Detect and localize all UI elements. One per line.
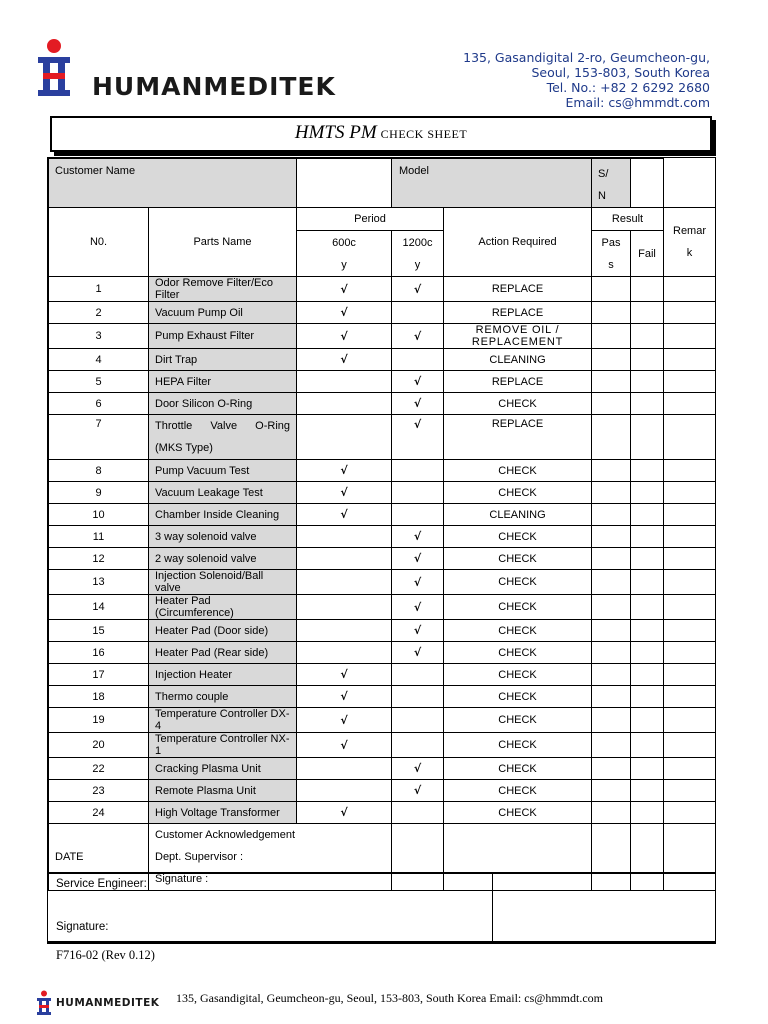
row-part-name: 3 way solenoid valve <box>149 526 297 548</box>
row-result-fail[interactable] <box>631 733 664 758</box>
table-row <box>49 595 716 620</box>
col-header-action: Action Required <box>444 208 592 277</box>
email-line: Email: cs@hmmdt.com <box>565 95 710 110</box>
table-row <box>49 548 716 570</box>
row-remark[interactable] <box>664 570 716 595</box>
row-remark[interactable] <box>664 664 716 686</box>
phone-line: Tel. No.: +82 2 6292 2680 <box>546 80 710 95</box>
row-result-pass[interactable] <box>592 277 631 302</box>
row-result-fail[interactable] <box>631 664 664 686</box>
col-header-remark-line: k <box>686 247 693 259</box>
col-header-pass <box>592 231 631 277</box>
table-row <box>49 526 716 548</box>
row-period-1200cy[interactable]: √ <box>392 393 444 415</box>
row-number: 9 <box>49 482 149 504</box>
row-result-pass[interactable] <box>592 733 631 758</box>
row-part-name: Chamber Inside Cleaning <box>149 504 297 526</box>
row-period-600cy[interactable]: √ <box>297 802 392 824</box>
row-action-required: CHECK <box>444 758 592 780</box>
row-result-pass[interactable] <box>592 504 631 526</box>
row-part-name: 2 way solenoid valve <box>149 548 297 570</box>
customer-name-label: Customer Name <box>49 159 297 208</box>
row-period-1200cy[interactable] <box>392 349 444 371</box>
row-result-fail[interactable] <box>631 393 664 415</box>
row-part-name: Remote Plasma Unit <box>149 780 297 802</box>
row-part-name: Injection Solenoid/Ball valve <box>149 570 297 595</box>
table-row <box>49 733 716 758</box>
col-header-pass-line: s <box>608 258 614 271</box>
row-remark[interactable] <box>664 548 716 570</box>
row-period-1200cy[interactable]: √ <box>392 324 444 349</box>
row-action-required: CHECK <box>444 526 592 548</box>
row-period-1200cy[interactable]: √ <box>392 570 444 595</box>
row-result-pass[interactable] <box>592 686 631 708</box>
row-period-1200cy[interactable] <box>392 708 444 733</box>
row-result-pass[interactable] <box>592 349 631 371</box>
col-header-remark <box>664 208 716 277</box>
row-period-600cy[interactable]: √ <box>297 664 392 686</box>
row-result-fail[interactable] <box>631 504 664 526</box>
row-period-1200cy[interactable]: √ <box>392 595 444 620</box>
row-period-1200cy[interactable]: √ <box>392 548 444 570</box>
row-result-pass[interactable] <box>592 595 631 620</box>
row-result-fail[interactable] <box>631 526 664 548</box>
row-action-required: CHECK <box>444 686 592 708</box>
title-box <box>50 116 712 152</box>
row-remark[interactable] <box>664 504 716 526</box>
row-action-required: CHECK <box>444 620 592 642</box>
table-row <box>49 302 716 324</box>
sn-label-line: S/ <box>598 168 609 180</box>
row-period-600cy[interactable]: √ <box>297 733 392 758</box>
row-result-fail[interactable] <box>631 415 664 460</box>
address-line: 135, Gasandigital 2-ro, Geumcheon-gu, <box>463 50 710 65</box>
row-result-fail[interactable] <box>631 482 664 504</box>
row-part-name: Odor Remove Filter/Eco Filter <box>149 277 297 302</box>
row-period-600cy[interactable] <box>297 758 392 780</box>
service-engineer-box <box>47 872 716 944</box>
row-period-600cy[interactable]: √ <box>297 708 392 733</box>
row-period-600cy[interactable] <box>297 642 392 664</box>
row-period-600cy[interactable]: √ <box>297 504 392 526</box>
col-header-fail: Fail <box>631 231 664 277</box>
model-label: Model <box>392 159 592 208</box>
row-remark[interactable] <box>664 686 716 708</box>
row-action-required: CHECK <box>444 802 592 824</box>
row-result-pass[interactable] <box>592 620 631 642</box>
table-row <box>49 642 716 664</box>
row-remark[interactable] <box>664 526 716 548</box>
row-result-fail[interactable] <box>631 802 664 824</box>
row-remark[interactable] <box>664 324 716 349</box>
row-part-name: Door Silicon O-Ring <box>149 393 297 415</box>
row-period-600cy[interactable] <box>297 526 392 548</box>
row-period-1200cy[interactable] <box>392 482 444 504</box>
row-number: 18 <box>49 686 149 708</box>
row-result-pass[interactable] <box>592 393 631 415</box>
table-row <box>49 371 716 393</box>
row-result-fail[interactable] <box>631 758 664 780</box>
row-period-1200cy[interactable]: √ <box>392 415 444 460</box>
row-period-600cy[interactable]: √ <box>297 686 392 708</box>
row-result-pass[interactable] <box>592 302 631 324</box>
row-result-fail[interactable] <box>631 548 664 570</box>
row-period-600cy[interactable] <box>297 780 392 802</box>
footer-logo-mark-icon <box>36 990 56 1016</box>
row-number: 11 <box>49 526 149 548</box>
row-result-fail[interactable] <box>631 324 664 349</box>
row-result-fail[interactable] <box>631 349 664 371</box>
row-result-pass[interactable] <box>592 570 631 595</box>
row-action-required: CHECK <box>444 393 592 415</box>
footer-company-name: HUMANMEDITEK <box>56 997 160 1009</box>
row-remark[interactable] <box>664 460 716 482</box>
row-number: 4 <box>49 349 149 371</box>
table-row <box>49 393 716 415</box>
table-row <box>49 708 716 733</box>
row-result-fail[interactable] <box>631 302 664 324</box>
row-action-required: CHECK <box>444 482 592 504</box>
row-result-fail[interactable] <box>631 620 664 642</box>
col-header-1200cy-line: y <box>414 258 421 271</box>
row-result-pass[interactable] <box>592 802 631 824</box>
row-part-name: Heater Pad (Door side) <box>149 620 297 642</box>
row-period-600cy[interactable]: √ <box>297 460 392 482</box>
row-result-pass[interactable] <box>592 371 631 393</box>
row-result-pass[interactable] <box>592 708 631 733</box>
row-action-required: CHECK <box>444 460 592 482</box>
row-remark[interactable] <box>664 371 716 393</box>
row-period-1200cy[interactable] <box>392 460 444 482</box>
row-part-name: Injection Heater <box>149 664 297 686</box>
row-number: 1 <box>49 277 149 302</box>
row-period-600cy[interactable]: √ <box>297 324 392 349</box>
date-label: DATE <box>49 824 149 891</box>
row-part-name: HEPA Filter <box>149 371 297 393</box>
row-result-pass[interactable] <box>592 758 631 780</box>
table-row <box>49 570 716 595</box>
row-period-1200cy[interactable] <box>392 802 444 824</box>
row-remark[interactable] <box>664 802 716 824</box>
row-period-1200cy[interactable]: √ <box>392 642 444 664</box>
row-number: 3 <box>49 324 149 349</box>
col-header-period: Period <box>297 208 444 231</box>
row-part-name: Heater Pad (Circumference) <box>149 595 297 620</box>
row-action-required: CHECK <box>444 664 592 686</box>
row-remark[interactable] <box>664 708 716 733</box>
service-signature-label: Signature: <box>56 921 109 933</box>
row-period-1200cy[interactable] <box>392 733 444 758</box>
row-number: 10 <box>49 504 149 526</box>
table-row <box>49 460 716 482</box>
col-header-parts: Parts Name <box>149 208 297 277</box>
table-row <box>49 277 716 302</box>
col-header-1200cy-line: 1200c <box>402 236 433 249</box>
col-header-1200cy <box>392 231 444 277</box>
table-row <box>49 324 716 349</box>
row-period-1200cy[interactable]: √ <box>392 371 444 393</box>
row-remark[interactable] <box>664 780 716 802</box>
row-number: 7 <box>49 415 149 460</box>
table-row <box>49 349 716 371</box>
table-row <box>49 620 716 642</box>
row-period-600cy[interactable] <box>297 393 392 415</box>
logo-mark-icon <box>34 38 94 100</box>
row-result-pass[interactable] <box>592 780 631 802</box>
row-action-required: CHECK <box>444 708 592 733</box>
row-period-600cy[interactable]: √ <box>297 349 392 371</box>
row-result-fail[interactable] <box>631 780 664 802</box>
row-remark[interactable] <box>664 642 716 664</box>
sn-label <box>592 159 631 208</box>
row-result-pass[interactable] <box>592 526 631 548</box>
row-result-pass[interactable] <box>592 664 631 686</box>
row-part-name: Temperature Controller DX-4 <box>149 708 297 733</box>
table-row <box>49 504 716 526</box>
table-row <box>49 758 716 780</box>
row-number: 20 <box>49 733 149 758</box>
row-period-1200cy[interactable]: √ <box>392 758 444 780</box>
footer-address: 135, Gasandigital, Geumcheon-gu, Seoul, 153-803, South Korea Email: cs@hmmdt.com <box>176 991 603 1005</box>
row-part-name: Heater Pad (Rear side) <box>149 642 297 664</box>
row-action-required: CLEANING <box>444 349 592 371</box>
row-action-required: REPLACE <box>444 371 592 393</box>
row-period-600cy[interactable]: √ <box>297 302 392 324</box>
row-remark[interactable] <box>664 349 716 371</box>
table-row <box>49 664 716 686</box>
row-result-pass[interactable] <box>592 324 631 349</box>
row-remark[interactable] <box>664 733 716 758</box>
row-part-name: Pump Exhaust Filter <box>149 324 297 349</box>
row-part-name: Pump Vacuum Test <box>149 460 297 482</box>
row-number: 8 <box>49 460 149 482</box>
row-remark[interactable] <box>664 482 716 504</box>
row-part-name: Cracking Plasma Unit <box>149 758 297 780</box>
row-period-600cy[interactable] <box>297 548 392 570</box>
row-period-600cy[interactable] <box>297 570 392 595</box>
col-header-result: Result <box>592 208 664 231</box>
row-period-600cy[interactable] <box>297 620 392 642</box>
col-header-pass-line: Pas <box>601 236 621 249</box>
row-part-name: High Voltage Transformer <box>149 802 297 824</box>
sn-field[interactable] <box>631 159 664 208</box>
row-period-600cy[interactable] <box>297 371 392 393</box>
row-number: 24 <box>49 802 149 824</box>
row-number: 15 <box>49 620 149 642</box>
row-result-pass[interactable] <box>592 460 631 482</box>
row-period-1200cy[interactable] <box>392 504 444 526</box>
customer-name-field[interactable] <box>297 159 392 208</box>
row-remark[interactable] <box>664 595 716 620</box>
row-result-fail[interactable] <box>631 686 664 708</box>
row-period-1200cy[interactable] <box>392 686 444 708</box>
row-remark[interactable] <box>664 277 716 302</box>
company-address <box>380 50 710 110</box>
col-header-no: N0. <box>49 208 149 277</box>
row-remark[interactable] <box>664 393 716 415</box>
row-result-fail[interactable] <box>631 570 664 595</box>
row-action-required: CHECK <box>444 548 592 570</box>
row-action-required: CHECK <box>444 780 592 802</box>
title-main: HMTS PM <box>294 122 377 143</box>
row-part-name: Temperature Controller NX-1 <box>149 733 297 758</box>
row-number: 6 <box>49 393 149 415</box>
row-period-600cy[interactable]: √ <box>297 277 392 302</box>
table-row <box>49 482 716 504</box>
row-result-pass[interactable] <box>592 548 631 570</box>
col-header-600cy-line: y <box>341 258 347 271</box>
row-action-required: CHECK <box>444 595 592 620</box>
row-action-required: CHECK <box>444 642 592 664</box>
row-action-required: REPLACE <box>444 277 592 302</box>
row-number: 19 <box>49 708 149 733</box>
form-code: F716-02 (Rev 0.12) <box>56 948 155 962</box>
row-result-fail[interactable] <box>631 595 664 620</box>
row-period-1200cy[interactable]: √ <box>392 780 444 802</box>
row-remark[interactable] <box>664 758 716 780</box>
row-period-1200cy[interactable] <box>392 302 444 324</box>
table-row <box>49 415 716 460</box>
row-part-name: Vacuum Leakage Test <box>149 482 297 504</box>
row-number: 12 <box>49 548 149 570</box>
service-engineer-label: Service Engineer: <box>56 878 147 890</box>
row-remark[interactable] <box>664 620 716 642</box>
row-number: 17 <box>49 664 149 686</box>
col-header-remark-line: Remar <box>673 225 707 237</box>
row-result-fail[interactable] <box>631 708 664 733</box>
row-part-name: Thermo couple <box>149 686 297 708</box>
ack-supervisor-label: Dept. Supervisor : <box>155 851 244 863</box>
row-number: 22 <box>49 758 149 780</box>
row-result-pass[interactable] <box>592 415 631 460</box>
col-header-600cy <box>297 231 392 277</box>
row-number: 23 <box>49 780 149 802</box>
row-remark[interactable] <box>664 302 716 324</box>
row-period-600cy[interactable]: √ <box>297 482 392 504</box>
table-row <box>49 780 716 802</box>
title-sub: CHECK SHEET <box>380 127 468 141</box>
row-action-required: REPLACE <box>444 302 592 324</box>
row-period-1200cy[interactable]: √ <box>392 526 444 548</box>
table-row <box>49 802 716 824</box>
row-result-fail[interactable] <box>631 371 664 393</box>
row-remark[interactable] <box>664 415 716 460</box>
row-part-name: Dirt Trap <box>149 349 297 371</box>
company-name: HUMANMEDITEK <box>92 72 336 101</box>
row-period-1200cy[interactable]: √ <box>392 620 444 642</box>
row-period-1200cy[interactable] <box>392 664 444 686</box>
row-period-600cy[interactable] <box>297 415 392 460</box>
row-number: 13 <box>49 570 149 595</box>
row-action-required: CHECK <box>444 733 592 758</box>
sn-label-line: N <box>598 190 606 202</box>
row-number: 16 <box>49 642 149 664</box>
row-result-pass[interactable] <box>592 482 631 504</box>
row-part-name: Throttle Valve O-Ring (MKS Type) <box>149 415 297 460</box>
row-number: 2 <box>49 302 149 324</box>
row-action-required: CLEANING <box>444 504 592 526</box>
row-result-fail[interactable] <box>631 460 664 482</box>
row-period-600cy[interactable] <box>297 595 392 620</box>
col-header-600cy-line: 600c <box>332 236 356 249</box>
row-action-required: CHECK <box>444 570 592 595</box>
row-period-1200cy[interactable]: √ <box>392 277 444 302</box>
table-row <box>49 686 716 708</box>
ack-signature-label: Signature : <box>155 873 209 885</box>
row-action-required: REMOVE OIL / REPLACEMENT <box>444 324 592 349</box>
row-result-fail[interactable] <box>631 277 664 302</box>
row-action-required: REPLACE <box>444 415 592 460</box>
row-result-pass[interactable] <box>592 642 631 664</box>
row-result-fail[interactable] <box>631 642 664 664</box>
address-line: Seoul, 153-803, South Korea <box>531 65 710 80</box>
ack-title: Customer Acknowledgement <box>155 829 296 841</box>
row-number: 5 <box>49 371 149 393</box>
row-part-name: Vacuum Pump Oil <box>149 302 297 324</box>
row-number: 14 <box>49 595 149 620</box>
